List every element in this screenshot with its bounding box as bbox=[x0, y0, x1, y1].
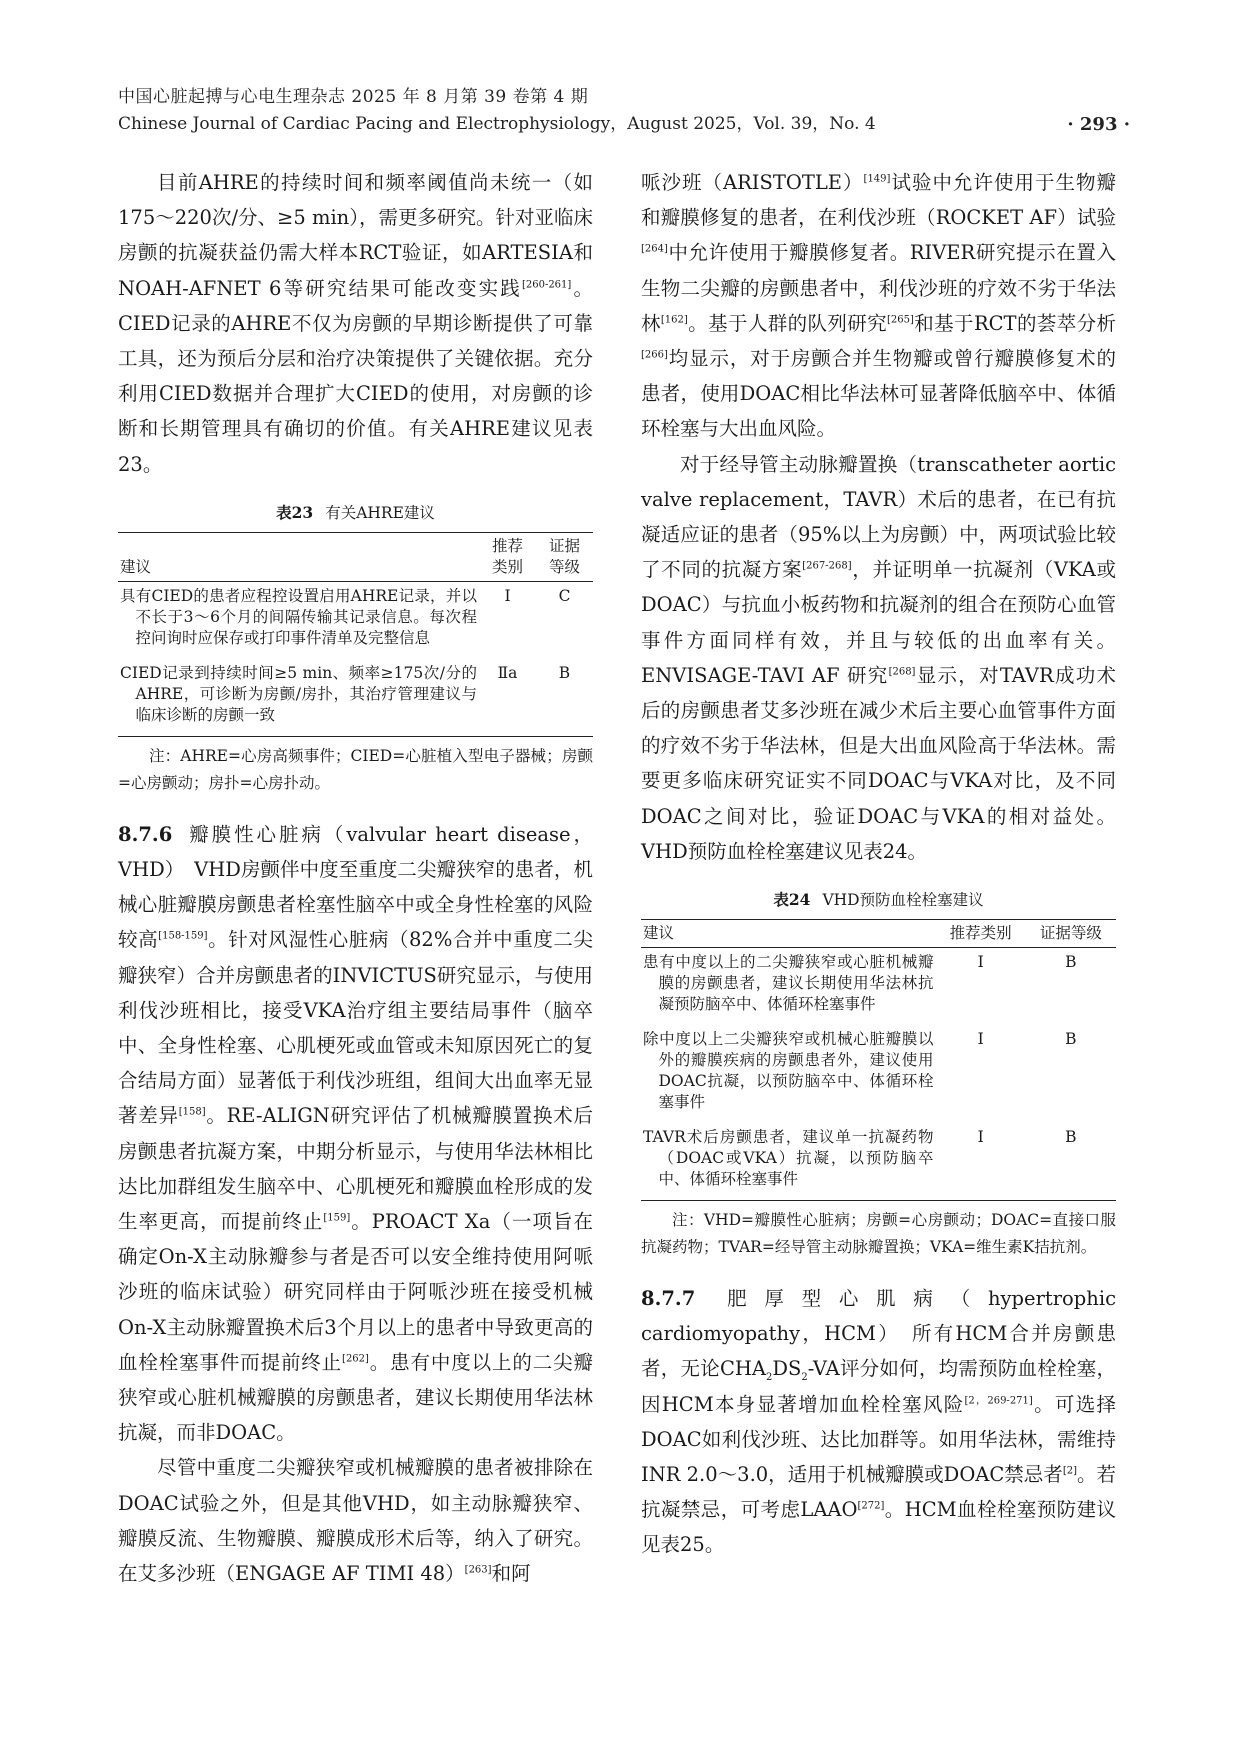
table-23-caption: 表23 有关AHRE建议 bbox=[276, 502, 435, 522]
running-header bbox=[118, 84, 1130, 138]
header-journal-cn: 中国心脏起搏与心电生理杂志 2025 年 8 月第 39 卷第 4 期 bbox=[118, 87, 589, 107]
table-header-level: 证据等级 bbox=[1026, 920, 1116, 948]
table-23-note: 注：AHRE=心房高频事件；CIED=心脏植入型电子器械；房颤=心房颤动；房扑=心房扑动。 bbox=[118, 746, 593, 792]
table-row: CIED记录到持续时间≥5 min、频率≥175次/分的AHRE，可诊断为房颤/房扑，其治疗管理建议与临床诊断的房颤一致 Ⅱa B bbox=[120, 663, 571, 724]
table-header-class: 推荐 类别 bbox=[479, 532, 536, 581]
table-row: 除中度以上二尖瓣狭窄或机械心脏瓣膜以外的瓣膜疾病的房颤患者外，建议使用DOAC抗凝，以预防脑卒中、体循环栓塞事件 Ⅰ B bbox=[643, 1030, 1077, 1112]
table-header-level: 证据 等级 bbox=[536, 532, 593, 581]
paragraph-ahre: 目前AHRE的持续时间和频率阈值尚未统一（如175～220次/分、≥5 min），需更多研究。针对亚临床房颤的抗凝获益仍需大样本RCT验证，如ARTESIA和NOAH-AFNET 6等研究结果可能改变实践[260-261]。CIED记录的AHRE不仅为房颤的早期诊断提供了可靠工具，还为预后分层和治疗决策提供了关键依据。充分利用CIED数据并合理扩大CIED的使用，对房颤的诊断和长期管理具有确切的价值。有关AHRE建议见表23。 bbox=[118, 171, 593, 476]
paragraph-doac-trials: 尽管中重度二尖瓣狭窄或机械瓣膜的患者被排除在DOAC试验之外，但是其他VHD，如主动脉瓣狭窄、瓣膜反流、生物瓣膜、瓣膜成形术后等，纳入了研究。在艾多沙班（ENGAGE AF TIMI 48）[263]和阿 bbox=[118, 1456, 593, 1586]
header-journal-en: Chinese Journal of Cardiac Pacing and Electrophysiology，August 2025，Vol. 39，No. 4 bbox=[118, 114, 876, 134]
paragraph-tavr: 对于经导管主动脉瓣置换（transcatheter aortic valve replacement，TAVR）术后的患者，在已有抗凝适应证的患者（95%以上为房颤）中，两项试验比较了不同的抗凝方案[267-268]，并证明单一抗凝剂（VKA或DOAC）与抗血小板药物和抗凝剂的组合在预防心血管事件方面同样有效，并且与较低的出血率有关。ENVISAGE-TAVI AF 研究[268]显示，对TAVR成功术后的房颤患者艾多沙班在减少术后主要心血管事件方面的疗效不劣于华法林，但是大出血风险高于华法林。需要更多临床研究证实不同DOAC与VKA对比，及不同DOAC之间对比，验证DOAC与VKA的相对益处。VHD预防血栓栓塞建议见表24。 bbox=[641, 452, 1116, 863]
section-8-7-6: 8.7.6 瓣膜性心脏病（valvular heart disease，VHD） VHD房颤伴中度至重度二尖瓣狭窄的患者，机械心脏瓣膜房颤患者栓塞性脑卒中或全身性栓塞的风险较高[158-159]。针对风湿性心脏病（82%合并中重度二尖瓣狭窄）合并房颤患者的INVICTUS研究显示，与使用利伐沙班相比，接受VKA治疗组主要结局事件（脑卒中、全身性栓塞、心肌梗死或血管或未知原因死亡的复合结局方面）显著低于利伐沙班组，组间大出血率无显著差异[158]。RE-ALIGN研究评估了机械瓣膜置换术后房颤患者抗凝方案，中期分析显示，与使用华法林相比达比加群组发生脑卒中、心肌梗死和瓣膜血栓形成的发生率更高，而提前终止[159]。PROACT Xa（一项旨在确定On-X主动脉瓣参与者是否可以安全维持使用阿哌沙班的临床试验）研究同样由于阿哌沙班在接受机械On-X主动脉瓣置换术后3个月以上的患者中导致更高的血栓栓塞事件而提前终止[262]。患有中度以上的二尖瓣狭窄或心脏机械瓣膜的房颤患者，建议长期使用华法林抗凝，而非DOAC。 bbox=[118, 822, 593, 1445]
table-header-recommendation: 建议 bbox=[118, 532, 479, 581]
left-column bbox=[118, 165, 593, 1591]
table-header-recommendation: 建议 bbox=[641, 920, 936, 948]
page-number: · 293 · bbox=[1067, 114, 1130, 135]
table-24-caption: 表24 VHD预防血栓栓塞建议 bbox=[773, 890, 984, 910]
table-24-note: 注：VHD=瓣膜性心脏病；房颤=心房颤动；DOAC=直接口服抗凝药物；TVAR=经导管主动脉瓣置换；VKA=维生素K拮抗剂。 bbox=[641, 1211, 1116, 1257]
table-23 bbox=[118, 532, 593, 737]
table-row: 患有中度以上的二尖瓣狭窄或心脏机械瓣膜的房颤患者，建议长期使用华法林抗凝预防脑卒中、体循环栓塞事件 Ⅰ B bbox=[643, 953, 1077, 1014]
paragraph-bioprosthetic: 哌沙班（ARISTOTLE）[149]试验中允许使用于生物瓣和瓣膜修复的患者，在利伐沙班（ROCKET AF）试验[264]中允许使用于瓣膜修复者。RIVER研究提示在置入生物二尖瓣的房颤患者中，利伐沙班的疗效不劣于华法林[162]。基于人群的队列研究[265]和基于RCT的荟萃分析[266]均显示，对于房颤合并生物瓣或曾行瓣膜修复术的患者，使用DOAC相比华法林可显著降低脑卒中、体循环栓塞与大出血风险。 bbox=[641, 171, 1116, 441]
table-row: TAVR术后房颤患者，建议单一抗凝药物（DOAC或VKA）抗凝，以预防脑卒中、体循环栓塞事件 Ⅰ B bbox=[643, 1128, 1077, 1189]
section-8-7-7: 8.7.7 肥厚型心肌病（hypertrophic cardiomyopathy，HCM） 所有HCM合并房颤患者，无论$CHA_2DS_2-VA$评分如何，均需预防血栓栓塞，因HCM本身显著增加血栓栓塞风险[2，269-271]。可选择DOAC如利伐沙班、达比加群等。如用华法林，需维持INR 2.0～3.0，适用于机械瓣膜或DOAC禁忌者[2]。若抗凝禁忌，可考虑LAAO[272]。HCM血栓栓塞预防建议见表25。 bbox=[641, 1287, 1116, 1557]
citation: [260-261] bbox=[521, 279, 572, 291]
table-header-class: 推荐类别 bbox=[936, 920, 1026, 948]
right-column bbox=[641, 165, 1116, 1563]
table-row: 具有CIED的患者应程控设置启用AHRE记录，并以不长于3～6个月的间隔传输其记录信息。每次程控问询时应保存或打印事件清单及完整信息 Ⅰ C bbox=[120, 586, 571, 647]
table-24 bbox=[641, 919, 1116, 1201]
